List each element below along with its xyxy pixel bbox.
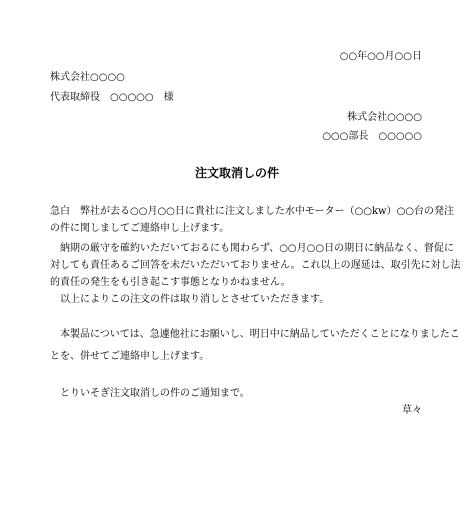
sender-company: 株式会社○○○○ xyxy=(347,112,422,123)
paragraph-line: 対しても責任あるご回答を未だいただいておりません。これ以上の遅延は、取引先に対し法 xyxy=(50,260,461,271)
recipient-person: 代表取締役 ○○○○○ 様 xyxy=(50,92,174,103)
paragraph-opening xyxy=(50,203,455,237)
paragraph-notice xyxy=(50,385,424,402)
paragraph-line: 以上によりこの注文の件は取り消しとさせていただきます。 xyxy=(50,294,330,305)
paragraph-line: 急白 弊社が去る○○月○○日に貴社に注文しました水中モーター（○○kw）○○台の発注 xyxy=(50,206,455,217)
paragraph-line: 本製品については、急遽他社にお願いし、明日中に納品していただくことになりましたこ xyxy=(50,329,460,340)
sender-person: ○○○部長 ○○○○○ xyxy=(322,131,422,142)
letter-title: 注文取消しの件 xyxy=(194,166,279,180)
paragraph-replacement xyxy=(50,324,460,368)
paragraph-delay xyxy=(50,240,461,291)
paragraph-line: とりいそぎ注文取消しの件のご通知まで。 xyxy=(50,388,250,399)
paragraph-line: とを、併せてご連絡申し上げます。 xyxy=(50,351,210,362)
paragraph-line: 納期の厳守を確約いただいておるにも関わらず、○○月○○日の期日に納品なく、督促に xyxy=(50,243,454,254)
recipient-company: 株式会社○○○○ xyxy=(50,72,125,83)
letter-date: ○○年○○月○○日 xyxy=(339,51,422,62)
closing-word: 草々 xyxy=(402,405,422,416)
paragraph-line: の件に関しましてご連絡申し上げます。 xyxy=(50,223,230,234)
paragraph-line: 的責任の発生をも引き起こす事態となりかねません。 xyxy=(50,277,291,288)
paragraph-cancellation xyxy=(50,291,424,308)
